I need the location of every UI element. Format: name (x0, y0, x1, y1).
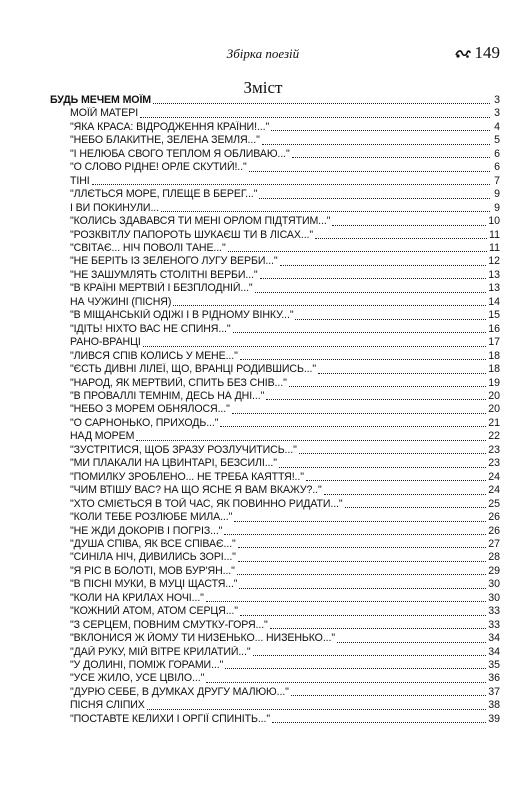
toc-entry (50, 363, 500, 376)
toc-entry-title: "ЄСТЬ ДИВНІ ЛІЛЕЇ, ЩО, ВРАНЦІ РОДИВШИСЬ..." (70, 363, 317, 376)
toc-entry-page: 23 (488, 457, 500, 470)
toc-entry-page: 20 (488, 403, 500, 416)
toc-entry (50, 605, 500, 618)
dot-leader (238, 560, 486, 562)
running-header-title: Збірка поезій (226, 46, 300, 61)
dot-leader (266, 398, 486, 400)
toc-entry-page: 25 (488, 497, 500, 510)
toc-entry-page: 7 (494, 174, 500, 187)
toc-entry-page: 10 (488, 215, 500, 228)
toc-entry-title: "У ДОЛИНІ, ПОМІЖ ГОРАМИ..." (70, 659, 224, 672)
toc-entry (50, 107, 500, 120)
dot-leader (240, 358, 486, 360)
toc-entry-page: 6 (494, 147, 500, 160)
dot-leader (295, 318, 486, 320)
toc-entry (50, 565, 500, 578)
toc-entry-title: БУДЬ МЕЧЕМ МОЇМ (50, 94, 151, 106)
toc-entry-title: "ВКЛОНИСЯ Ж ЙОМУ ТИ НИЗЕНЬКО... НИЗЕНЬКО..." (70, 632, 336, 645)
toc-entry-page: 23 (488, 443, 500, 456)
dot-leader (237, 573, 486, 575)
toc-entry (50, 646, 500, 659)
dot-leader (233, 331, 487, 333)
toc-entry (50, 578, 500, 591)
toc-entry-title: "ПОМИЛКУ ЗРОБЛЕНО... НЕ ТРЕБА КАЯТТЯ!.." (70, 470, 304, 483)
toc-entry (50, 471, 500, 484)
toc-entry-page: 35 (488, 659, 500, 672)
page-number: 149 (474, 43, 500, 62)
toc-entry-page: 14 (488, 295, 500, 308)
toc-entry-title: "КОЛИСЬ ЗДАВАВСЯ ТИ МЕНІ ОРЛОМ ПІДТЯТИМ..." (70, 215, 331, 228)
toc-entry-title: "МИ ПЛАКАЛИ НА ЦВИНТАРІ, БЕЗСИЛІ..." (70, 457, 277, 470)
toc-entry-title: "НЕ ЗАШУМЛЯТЬ СТОЛІТНІ ВЕРБИ..." (70, 268, 258, 281)
dot-leader (272, 721, 486, 723)
toc-entry-title: "ЛИВСЯ СПІВ КОЛИСЬ У МЕНЕ..." (70, 349, 238, 362)
dot-leader (289, 385, 486, 387)
toc-entry-title: "ХТО СМІЄТЬСЯ В ТОЙ ЧАС, ЯК ПОВИННО РИДАТИ..." (70, 497, 343, 510)
toc-entry-page: 24 (488, 484, 500, 497)
dot-leader (255, 291, 487, 293)
toc-entry (50, 632, 500, 645)
toc-entry-page: 26 (488, 511, 500, 524)
dot-leader (292, 156, 490, 158)
toc-entry (50, 309, 500, 322)
toc-entry-title: "НАРОД, ЯК МЕРТВИЙ, СПИТЬ БЕЗ СНІВ..." (70, 376, 287, 389)
dot-leader (291, 694, 486, 696)
toc-entry (50, 188, 500, 201)
toc-entry (50, 498, 500, 511)
toc-entry (50, 350, 500, 363)
toc-entry-page: 16 (488, 322, 500, 335)
toc-entry-title: "ЯКА КРАСА: ВІДРОДЖЕННЯ КРАЇНИ!..." (70, 120, 270, 133)
toc-entry (50, 175, 500, 188)
toc-entry-title: "ПОСТАВТЕ КЕЛИХИ І ОРГІЇ СПИНІТЬ..." (70, 712, 271, 725)
toc-entry-title: "КОЖНИЙ АТОМ, АТОМ СЕРЦЯ..." (70, 605, 238, 618)
dot-leader (173, 304, 486, 306)
toc-entry (50, 525, 500, 538)
toc-entry (50, 430, 500, 443)
toc-title: Зміст (243, 78, 283, 97)
toc-entry (50, 619, 500, 632)
toc-entry-page: 12 (488, 255, 500, 268)
toc-entry (50, 229, 500, 242)
toc-entry (50, 417, 500, 430)
toc-entry (50, 672, 500, 685)
toc-entry (50, 713, 500, 726)
toc-entry-title: "В КРАЇНІ МЕРТВІЙ І БЕЗПЛОДНІЙ..." (70, 282, 253, 295)
toc-entry-title: "РОЗКВІТЛУ ПАПОРОТЬ ШУКАЄШ ТИ В ЛІСАХ..." (70, 228, 314, 241)
dot-leader (239, 587, 486, 589)
toc-section-heading (50, 94, 500, 107)
toc-entry-title: "В МІЩАНСЬКІЙ ОДІЖІ І В РІДНОМУ ВІНКУ..." (70, 309, 294, 322)
toc-entry-page: 21 (488, 416, 500, 429)
dot-leader (234, 520, 486, 522)
toc-entry-title: "КОЛИ НА КРИЛАХ НОЧІ..." (70, 591, 204, 604)
toc-entry-title: "НЕБО З МОРЕМ ОБНЯЛОСЯ..." (70, 403, 230, 416)
table-of-contents (50, 94, 500, 726)
toc-entry (50, 242, 500, 255)
toc-entry-title: "О СЛОВО РІДНЕ! ОРЛЕ СКУТИЙ!.." (70, 161, 247, 174)
toc-entry-title: НАД МОРЕМ (70, 430, 135, 443)
toc-entry-page: 20 (488, 389, 500, 402)
toc-entry-title: "ЗУСТРІТИСЯ, ЩОБ ЗРАЗУ РОЗЛУЧИТИСЬ..." (70, 443, 297, 456)
toc-entry-page: 17 (488, 336, 500, 349)
dot-leader (143, 345, 487, 347)
dot-leader (279, 466, 486, 468)
dot-leader (324, 493, 487, 495)
toc-entry-title: "СИНІЛА НІЧ, ДИВИЛИСЬ ЗОРІ..." (70, 551, 236, 564)
toc-entry (50, 699, 500, 712)
toc-entry-page: 26 (488, 524, 500, 537)
toc-entry (50, 255, 500, 268)
toc-entry-title: І ВИ ПОКИНУЛИ... (70, 201, 159, 214)
toc-entry-page: 27 (488, 537, 500, 550)
toc-entry-title: РАНО-ВРАНЦІ (70, 336, 141, 349)
toc-entry (50, 686, 500, 699)
toc-entry-page: 39 (488, 712, 500, 725)
dot-leader (306, 479, 486, 481)
toc-entry-title: "ДУША СПІВА, ЯК ВСЕ СПІВАЄ..." (70, 537, 236, 550)
toc-entry (50, 484, 500, 497)
toc-entry (50, 538, 500, 551)
toc-entry (50, 269, 500, 282)
toc-entry-page: 37 (488, 685, 500, 698)
toc-entry-page: 4 (494, 120, 500, 133)
dot-leader (271, 129, 490, 131)
dot-leader (262, 143, 490, 145)
dot-leader (136, 439, 486, 441)
toc-entry-page: 29 (488, 564, 500, 577)
toc-entry-page: 9 (494, 188, 500, 201)
dot-leader (318, 372, 486, 374)
dot-leader (345, 506, 487, 508)
toc-entry-page: 15 (488, 309, 500, 322)
dot-leader (153, 102, 490, 104)
dot-leader (161, 210, 490, 212)
toc-entry-page: 36 (488, 672, 500, 685)
dot-leader (140, 116, 490, 118)
toc-entry-page: 34 (488, 645, 500, 658)
running-header (0, 44, 526, 64)
toc-entry (50, 282, 500, 295)
dot-leader (299, 452, 486, 454)
toc-entry-page: 13 (488, 282, 500, 295)
toc-entry-title: "НЕ ЖДИ ДОКОРІВ І ПОГРІЗ..." (70, 524, 223, 537)
toc-entry (50, 336, 500, 349)
toc-entry-title: "В ПІСНІ МУКИ, В МУЦІ ЩАСТЯ..." (70, 578, 238, 591)
toc-entry (50, 121, 500, 134)
toc-entry (50, 323, 500, 336)
running-header-page (455, 43, 501, 63)
toc-entry-page: 9 (494, 201, 500, 214)
toc-entry (50, 215, 500, 228)
toc-entry-page: 11 (489, 241, 500, 254)
toc-entry-title: "ЧИМ ВТІШУ ВАС? НА ЩО ЯСНЕ Я ВАМ ВКАЖУ?.." (70, 484, 322, 497)
dot-leader (238, 546, 486, 548)
toc-entry-page: 24 (488, 470, 500, 483)
toc-entry (50, 592, 500, 605)
toc-entry-page: 33 (488, 605, 500, 618)
toc-entry-title: "НЕБО БЛАКИТНЕ, ЗЕЛЕНА ЗЕМЛЯ..." (70, 134, 260, 147)
dot-leader (315, 237, 487, 239)
dot-leader (147, 708, 486, 710)
toc-entry-page: 33 (488, 618, 500, 631)
toc-entry-page: 18 (488, 363, 500, 376)
dot-leader (240, 614, 486, 616)
dot-leader (206, 681, 486, 683)
toc-entry-title: "ІДІТЬ! НІХТО ВАС НЕ СПИНЯ..." (70, 322, 231, 335)
flourish-icon (455, 47, 471, 59)
dot-leader (260, 277, 487, 279)
toc-entry-title: "УСЕ ЖИЛО, УСЕ ЦВІЛО..." (70, 672, 205, 685)
dot-leader (337, 641, 486, 643)
toc-entry-page: 30 (488, 591, 500, 604)
toc-entry-page: 13 (488, 268, 500, 281)
toc-entry-page: 34 (488, 632, 500, 645)
dot-leader (249, 170, 490, 172)
toc-entry-title: "ДУРЮ СЕБЕ, В ДУМКАХ ДРУГУ МАЛЮЮ..." (70, 685, 289, 698)
toc-entry-page: 3 (494, 94, 500, 106)
toc-entry (50, 444, 500, 457)
toc-entry (50, 390, 500, 403)
toc-entry (50, 296, 500, 309)
toc-entry (50, 457, 500, 470)
toc-entry-page: 5 (494, 134, 500, 147)
toc-entry (50, 659, 500, 672)
toc-entry-title: "О САРНОНЬКО, ПРИХОДЬ..." (70, 416, 219, 429)
toc-entry (50, 148, 500, 161)
toc-entry-page: 3 (494, 107, 500, 120)
toc-entry-page: 19 (488, 376, 500, 389)
dot-leader (220, 425, 486, 427)
toc-entry-title: "З СЕРЦЕМ, ПОВНИМ СМУТКУ-ГОРЯ..." (70, 618, 268, 631)
toc-entry-page: 28 (488, 551, 500, 564)
toc-entry-title: "І НЕЛЮБА СВОГО ТЕПЛОМ Я ОБЛИВАЮ..." (70, 147, 290, 160)
toc-entry-page: 6 (494, 161, 500, 174)
toc-entry-page: 22 (488, 430, 500, 443)
toc-entry-title: "СВІТАЄ... НІЧ ПОВОЛІ ТАНЕ..." (70, 241, 226, 254)
dot-leader (224, 533, 486, 535)
toc-entry (50, 403, 500, 416)
toc-entry-title: "ДАЙ РУКУ, МІЙ ВІТРЕ КРИЛАТИЙ..." (70, 645, 251, 658)
toc-entry-title: "КОЛИ ТЕБЕ РОЗЛЮБЕ МИЛА..." (70, 511, 233, 524)
toc-entry-page: 18 (488, 349, 500, 362)
toc-entry-title: МОЇЙ МАТЕРІ (70, 107, 139, 120)
dot-leader (206, 600, 486, 602)
dot-leader (225, 667, 486, 669)
dot-leader (332, 224, 486, 226)
toc-entry-title: "ЛЛЄТЬСЯ МОРЕ, ПЛЕЩЕ В БЕРЕГ..." (70, 188, 258, 201)
toc-entry-title: "НЕ БЕРІТЬ ІЗ ЗЕЛЕНОГО ЛУГУ ВЕРБИ..." (70, 255, 278, 268)
toc-entry-title: ПІСНЯ СЛІПИХ (70, 699, 145, 712)
toc-entry-page: 30 (488, 578, 500, 591)
toc-entry-title: "В ПРОВАЛЛІ ТЕМНІМ, ДЕСЬ НА ДНІ..." (70, 389, 265, 402)
toc-entry (50, 134, 500, 147)
toc-entry (50, 377, 500, 390)
dot-leader (259, 197, 490, 199)
dot-leader (280, 264, 487, 266)
toc-entry-page: 11 (489, 228, 500, 241)
dot-leader (92, 183, 490, 185)
dot-leader (228, 250, 487, 252)
toc-entry (50, 511, 500, 524)
toc-entry (50, 202, 500, 215)
toc-entry-title: НА ЧУЖИНІ (ПІСНЯ) (70, 295, 172, 308)
toc-entry (50, 551, 500, 564)
toc-entry-page: 38 (488, 699, 500, 712)
toc-entry-title: ТІНІ (70, 174, 90, 187)
dot-leader (253, 654, 487, 656)
toc-entry-title: "Я РІС В БОЛОТІ, МОВ БУР'ЯН..." (70, 564, 235, 577)
dot-leader (270, 627, 486, 629)
toc-entry (50, 161, 500, 174)
dot-leader (232, 412, 486, 414)
